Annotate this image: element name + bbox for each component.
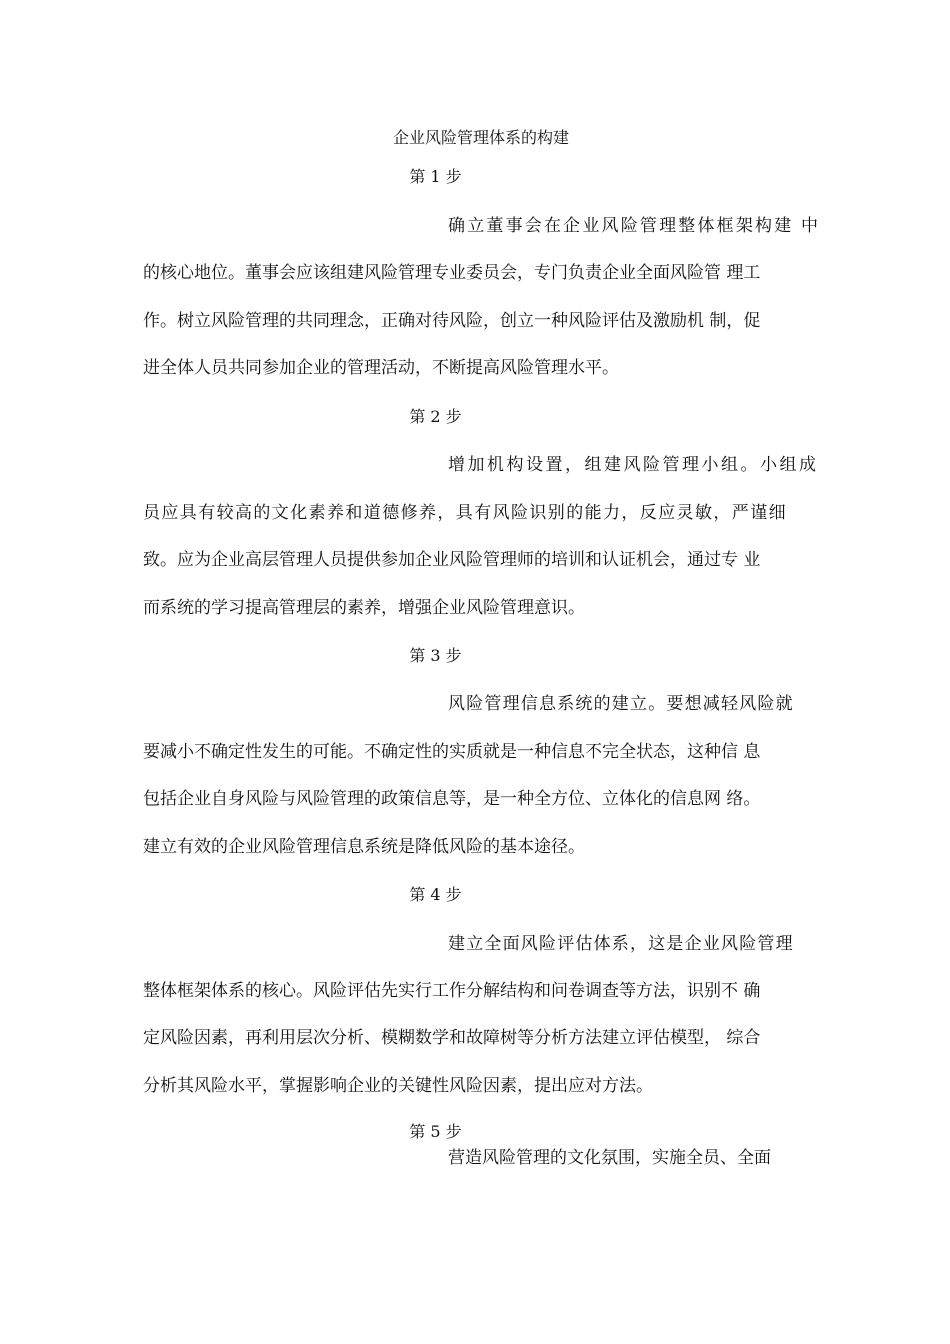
step-1-line-4: 进全体人员共同参加企业的管理活动，不断提高风险管理水平。 xyxy=(143,358,619,378)
document-title: 企业风险管理体系的构建 xyxy=(392,128,569,147)
step-3-heading: 第 3 步 xyxy=(409,646,462,665)
step-1-heading: 第 1 步 xyxy=(409,167,462,186)
step-1-line-1: 确立董事会在企业风险管理整体框架构建 中 xyxy=(448,216,818,236)
step-3-line-4: 建立有效的企业风险管理信息系统是降低风险的基本途径。 xyxy=(143,837,585,857)
step-2-line-2: 员应具有较高的文化素养和道德修养，具有风险识别的能力，反应灵敏，严谨细 xyxy=(143,503,787,523)
step-5-line-1: 营造风险管理的文化氛围，实施全员、全面 xyxy=(448,1148,771,1168)
step-3-line-1: 风险管理信息系统的建立。要想减轻风险就 xyxy=(448,694,794,714)
step-2-line-3: 致。应为企业高层管理人员提供参加企业风险管理师的培训和认证机会，通过专 业 xyxy=(143,550,761,570)
step-5-heading: 第 5 步 xyxy=(409,1122,462,1141)
step-2-line-1: 增加机构设置，组建风险管理小组。小组成 xyxy=(448,455,818,475)
step-3-line-3: 包括企业自身风险与风险管理的政策信息等，是一种全方位、立体化的信息网 络。 xyxy=(143,789,761,809)
step-1-line-3: 作。树立风险管理的共同理念，正确对待风险，创立一种风险评估及激励机 制，促 xyxy=(143,311,761,331)
step-1-line-2: 的核心地位。董事会应该组建风险管理专业委员会，专门负责企业全面风险管 理工 xyxy=(143,263,761,283)
step-4-line-1: 建立全面风险评估体系，这是企业风险管理 xyxy=(448,934,794,954)
step-2-line-4: 而系统的学习提高管理层的素养，增强企业风险管理意识。 xyxy=(143,598,585,618)
step-3-line-2: 要减小不确定性发生的可能。不确定性的实质就是一种信息不完全状态，这种信 息 xyxy=(143,742,761,762)
step-4-line-2: 整体框架体系的核心。风险评估先实行工作分解结构和问卷调查等方法，识别不 确 xyxy=(143,981,761,1001)
step-2-heading: 第 2 步 xyxy=(409,407,462,426)
step-4-line-4: 分析其风险水平，掌握影响企业的关键性风险因素，提出应对方法。 xyxy=(143,1076,653,1096)
step-4-line-3: 定风险因素，再利用层次分析、模糊数学和故障树等分析方法建立评估模型， 综合 xyxy=(143,1028,761,1048)
step-4-heading: 第 4 步 xyxy=(409,885,462,904)
